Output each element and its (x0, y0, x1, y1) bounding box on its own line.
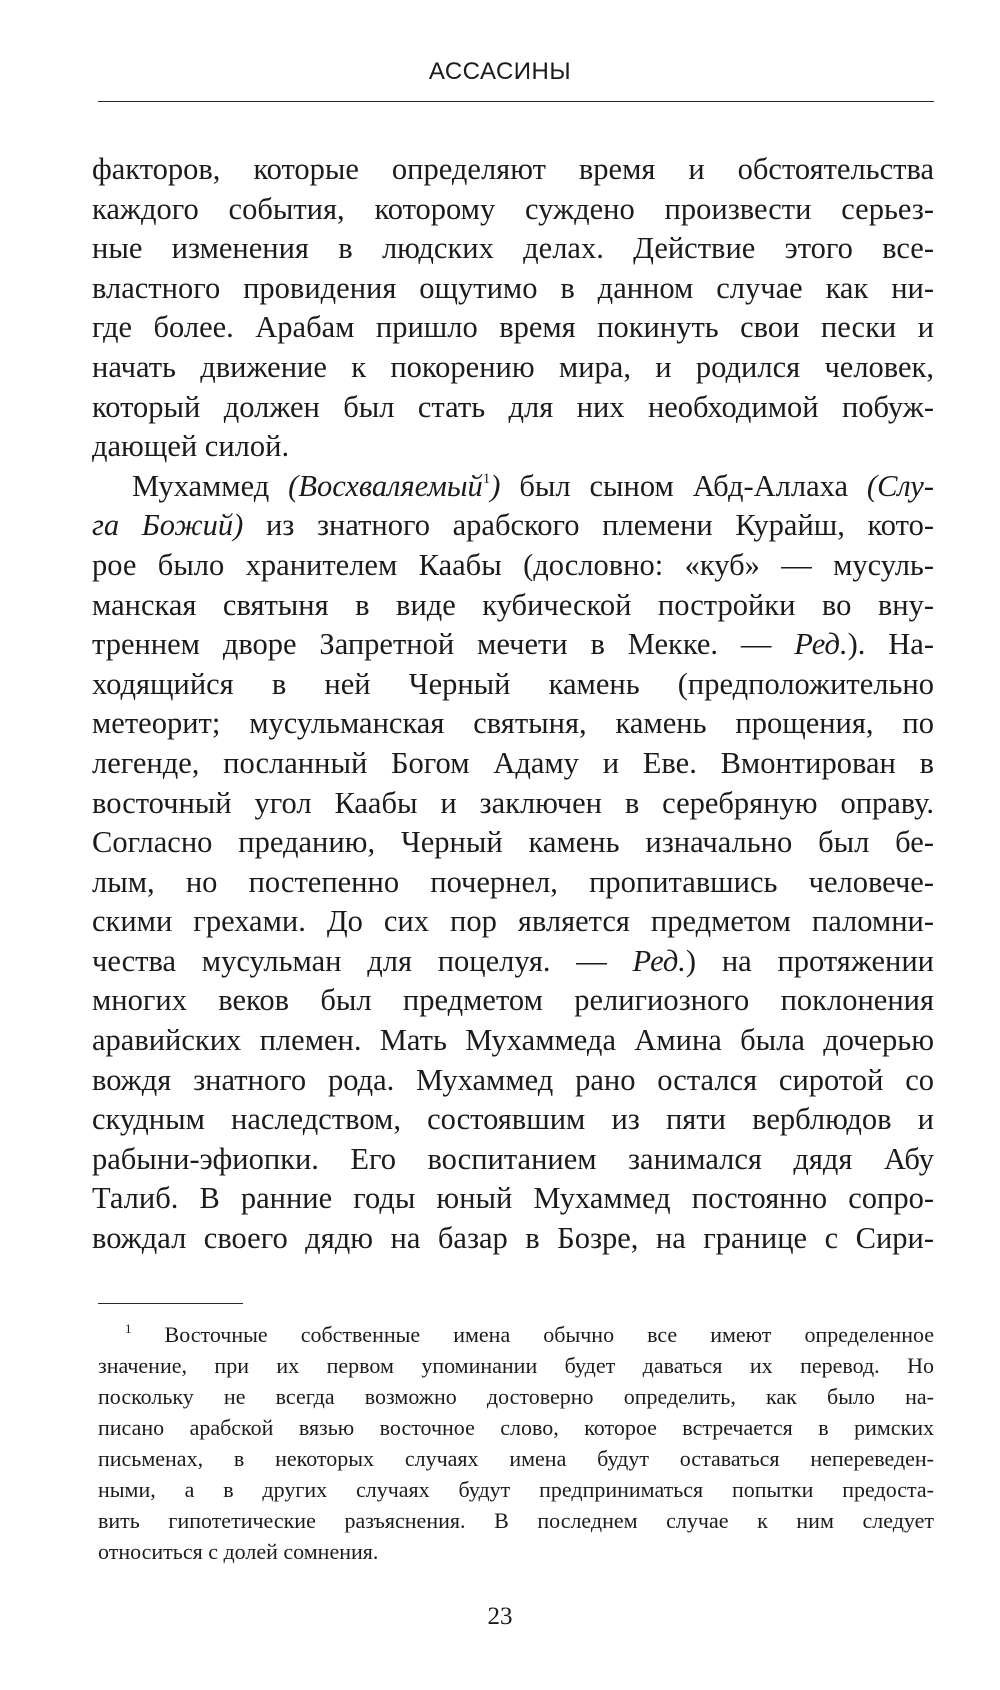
footnote-line: поскольку не всегда возможно достоверно определить, как было на- (98, 1384, 934, 1409)
text-line: каждого события, которому суждено произвести серьез- (92, 191, 934, 226)
footnote-line: значение, при их первом упоминании будет даваться их перевод. Но (98, 1353, 934, 1378)
footnote-line: вить гипотетические разъяснения. В последнем случае к ним следует (98, 1508, 934, 1533)
text-line: властного провидения ощутимо в данном случае как ни- (92, 270, 934, 305)
text-line: скудным наследством, состоявшим из пяти верблюдов и (92, 1102, 934, 1137)
italic-run: ) (490, 468, 501, 503)
text-line: аравийских племен. Мать Мухаммеда Амина была дочерью (92, 1023, 934, 1058)
footnote-reference[interactable]: 1 (482, 470, 491, 487)
text-line: начать движение к покорению мира, и родился человек, (92, 349, 934, 384)
text-line: вождя знатного рода. Мухаммед рано остался сиротой со (92, 1062, 934, 1097)
italic-run: Ред. (794, 627, 848, 662)
footnote-line: письменах, в некоторых случаях имена будут оставаться непереведен- (98, 1446, 934, 1471)
text-line: скими грехами. До сих пор является предметом паломни- (92, 904, 934, 939)
text-line: факторов, которые определяют время и обстоятельства (92, 152, 934, 186)
text-line: манская святыня в виде кубической постройки во вну- (92, 587, 934, 622)
text-line: восточный угол Каабы и заключен в серебряную оправу. (92, 785, 934, 820)
text-run: чества мусульман для поцелуя. — (92, 943, 633, 978)
text-line: где более. Арабам пришло время покинуть свои пески и (92, 310, 934, 345)
footnote-rule (98, 1303, 243, 1304)
footnote-line: ными, а в других случаях будут предприниматься попытки предоста- (98, 1477, 934, 1502)
text-line (92, 942, 934, 982)
italic-run: га Божий) (92, 508, 244, 543)
italic-run: (Слу- (866, 468, 934, 503)
text-line: рое было хранителем Каабы (дословно: «куб» — мусуль- (92, 547, 934, 582)
text-line (92, 506, 934, 546)
text-line: который должен был стать для них необходимой побуж- (92, 389, 934, 424)
page-number: 23 (487, 1603, 513, 1630)
italic-run: Ред. (632, 943, 686, 978)
text-line: лым, но постепенно почернел, пропитавшись человече- (92, 864, 934, 899)
running-head: АССАСИНЫ (428, 58, 572, 85)
text-line: вождал своего дядю на базар в Бозре, на границе с Сири- (92, 1221, 934, 1256)
footnote-line (98, 1319, 934, 1350)
text-run: из знатного арабского племени Курайш, кото- (243, 508, 934, 543)
header-rule (98, 101, 934, 102)
text-line: метеорит; мусульманская святыня, камень прощения, по (92, 706, 934, 741)
text-line (92, 467, 934, 507)
footnote-line: писано арабской вязью восточное слово, которое встречается в римских (98, 1415, 934, 1440)
text-line (92, 625, 934, 665)
footnote-line: относиться с долей сомнения. (98, 1539, 379, 1564)
footnote-marker: 1 (125, 1321, 132, 1336)
text-line: ные изменения в людских делах. Действие этого все- (92, 231, 934, 266)
text-line: Согласно преданию, Черный камень изначально был бе- (92, 825, 934, 860)
text-line: рабыни-эфиопки. Его воспитанием занимался дядя Абу (92, 1141, 934, 1176)
italic-run: (Восхваляемый (288, 468, 483, 503)
text-run: Мухаммед (132, 468, 289, 503)
text-line: Талиб. В ранние годы юный Мухаммед постоянно сопро- (92, 1181, 934, 1216)
main-text (92, 150, 934, 1259)
text-line: многих веков был предметом религиозного поклонения (92, 983, 934, 1018)
text-run: был сыном Абд-Аллаха (500, 468, 867, 503)
text-line: ходящийся в ней Черный камень (предположительно (92, 666, 934, 701)
text-run: ). На- (847, 627, 934, 662)
footnote-text: Восточные собственные имена обычно все имеют определенное (164, 1322, 934, 1347)
text-line: дающей силой. (92, 429, 290, 464)
text-run: ) на протяжении (685, 943, 934, 978)
text-line: легенде, посланный Богом Адаму и Еве. Вмонтирован в (92, 745, 934, 780)
footnote (98, 1319, 934, 1567)
text-run: треннем дворе Запретной мечети в Мекке. — (92, 627, 795, 662)
